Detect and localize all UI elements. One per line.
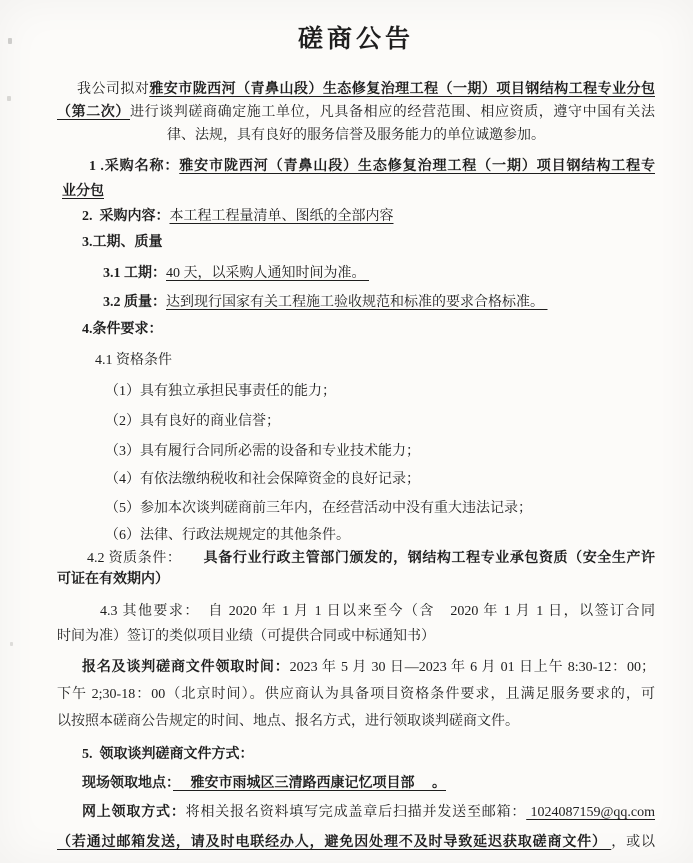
condition-text: （2）具有良好的商业信誉； <box>105 414 280 429</box>
signup-line-2 <box>57 681 655 708</box>
item-4-heading-text: 4.条件要求： <box>82 322 163 337</box>
intro-text: 我公司拟对 <box>77 82 150 97</box>
item-3-1-value: 40 天，以采购人通知时间为准。 <box>166 266 369 281</box>
item-1-line-1 <box>57 154 655 179</box>
item-4-1-heading-text: 4.1 资格条件 <box>95 353 172 368</box>
intro-text: 进行谈判磋商确定施工单位，凡具备相应的经营范围、相应资质，遵守中国有关法 <box>130 105 655 120</box>
item-5-heading-text: 5. 领取谈判磋商文件方式： <box>82 747 254 762</box>
onsite-label: 现场领取地点： <box>82 776 173 791</box>
online-note-line <box>57 830 655 855</box>
condition-text: （6）法律、行政法规规定的其他条件。 <box>105 528 350 543</box>
condition-4 <box>57 467 655 492</box>
condition-6 <box>57 523 655 548</box>
condition-text: （3）具有履行合同所必需的设备和专业技术能力； <box>105 444 420 459</box>
condition-1 <box>57 379 655 404</box>
item-4-heading <box>57 317 655 342</box>
item-4-2-line-2 <box>57 569 655 590</box>
item-1-line-2 <box>57 179 655 204</box>
item-1-value: 雅安市陇西河（青鼻山段）生态修复治理工程（一期）项目钢结构工程专 <box>179 159 655 174</box>
item-4-1-heading <box>57 348 655 373</box>
item-5-heading <box>57 742 655 767</box>
scan-artifact <box>7 96 11 101</box>
item-4-3-line-2 <box>57 624 655 649</box>
intro-line-3 <box>57 124 655 147</box>
item-4-3-value: 自 2020 年 1 月 1 日以来至今（含 2020 年 1 月 1 日，以签订合同 <box>192 604 655 619</box>
item-3-1-duration <box>57 261 655 286</box>
online-label: 网上领取方式： <box>82 805 186 820</box>
condition-5 <box>57 496 655 521</box>
online-note: （若通过邮箱发送，请及时电联经办人，避免因处理不及时导致延迟获取磋商文件） <box>57 835 612 850</box>
item-1-value-wrap: 业分包 <box>62 184 104 199</box>
item-2-label: 2. 采购内容： <box>82 209 170 224</box>
intro-paragraph <box>57 78 655 147</box>
scan-artifact <box>8 38 12 44</box>
item-4-3-value-wrap: 时间为准）签订的类似项目业绩（可提供合同或中标通知书） <box>57 629 435 644</box>
signup-text: 以按照本磋商公告规定的时间、地点、报名方式，进行领取谈判磋商文件。 <box>57 714 519 729</box>
item-4-3-line-1 <box>57 599 655 624</box>
second-round-underlined: （第二次） <box>57 105 130 120</box>
onsite-pickup-line <box>57 771 655 796</box>
item-4-3-label: 4.3 其他要求： <box>100 604 193 619</box>
online-text: 将相关报名资料填写完成盖章后扫描并发送至邮箱： <box>185 805 527 820</box>
signup-text: 下午 2;30-18：00（北京时间）。供应商认为具备项目资格条件要求，且满足服务要求的，可 <box>57 687 655 702</box>
signup-line-3 <box>57 708 655 735</box>
condition-3 <box>57 439 655 464</box>
item-3-2-label: 3.2 质量： <box>103 295 166 310</box>
condition-text: （1）具有独立承担民事责任的能力； <box>105 384 336 399</box>
project-name-underlined: 雅安市陇西河（青鼻山段）生态修复治理工程（一期）项目钢结构工程专业分包 <box>149 82 655 97</box>
intro-text: 律、法规，具有良好的服务信誉及服务能力的单位诚邀参加。 <box>167 128 545 143</box>
item-3-2-value: 达到现行国家有关工程施工验收规范和标准的要求合格标准。 <box>166 295 548 310</box>
item-4-2-qualification <box>57 548 655 590</box>
item-4-2-line-1 <box>57 548 655 569</box>
item-4-3-other-requirements <box>57 599 655 649</box>
intro-line-1 <box>57 78 655 101</box>
email-address: 1024087159@qq.com <box>526 805 655 820</box>
item-3-heading-text: 3.工期、质量 <box>82 235 163 250</box>
item-3-heading <box>57 230 655 255</box>
item-4-2-value: 具备行业行政主管部门颁发的，钢结构工程专业承包资质（安全生产许 <box>203 551 655 566</box>
item-1-label: 1 .采购名称： <box>89 159 180 174</box>
signup-label: 报名及谈判磋商文件领取时间： <box>82 660 290 675</box>
signup-time: 2023 年 5 月 30 日—2023 年 6 月 01 日上午 8:30-12：00； <box>289 660 655 675</box>
signup-line-1 <box>57 654 655 681</box>
condition-text: （5）参加本次谈判磋商前三年内，在经营活动中没有重大违法记录； <box>105 501 532 516</box>
item-2-value: 本工程工程量清单、图纸的全部内容 <box>169 209 394 224</box>
item-4-2-label: 4.2 资质条件： <box>87 551 175 566</box>
intro-line-2 <box>57 101 655 124</box>
item-1-procurement-name <box>57 154 655 204</box>
onsite-address: 雅安市雨城区三清路西康记忆项目部 。 <box>173 776 446 791</box>
item-3-1-label: 3.1 工期： <box>103 266 166 281</box>
document-title: 磋商公告 <box>297 26 414 53</box>
online-tail: ，或以 <box>611 835 655 850</box>
condition-text: （4）有依法缴纳税收和社会保障资金的良好记录； <box>105 472 420 487</box>
item-2-procurement-content <box>57 204 655 229</box>
online-pickup-line <box>57 800 655 825</box>
condition-2 <box>57 409 655 434</box>
item-3-2-quality <box>57 290 655 315</box>
gap <box>174 551 203 566</box>
item-4-2-value-wrap: 可证在有效期内） <box>57 572 169 587</box>
scan-artifact <box>10 642 13 646</box>
signup-time-paragraph <box>57 654 655 735</box>
